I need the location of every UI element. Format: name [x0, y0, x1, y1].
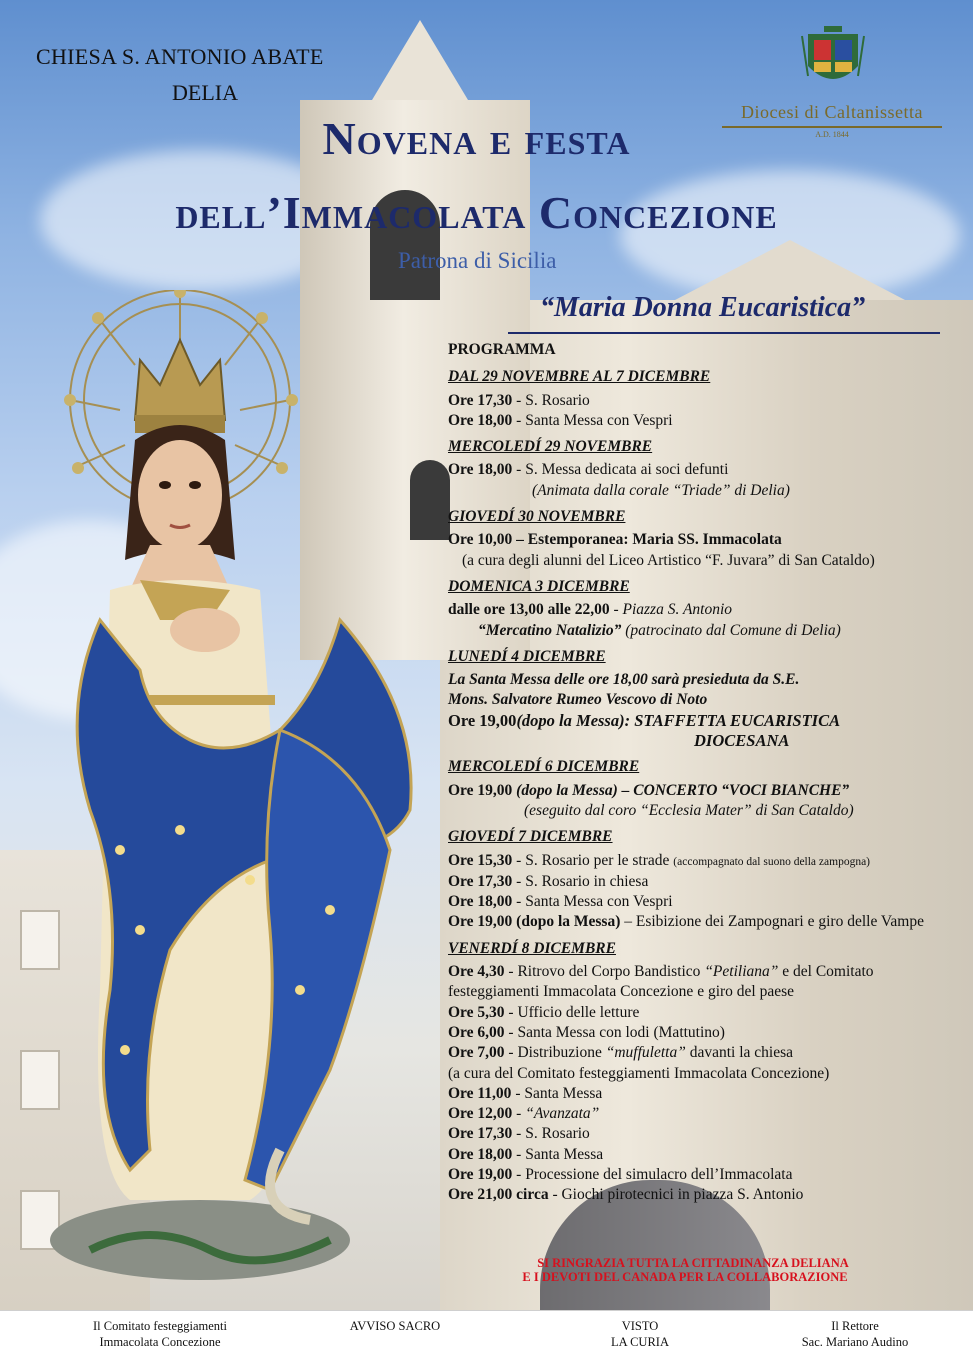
diocese-name: Diocesi di Caltanissetta [741, 102, 923, 122]
curia-approval [590, 1318, 690, 1350]
program-entry: Ore 19,00(dopo la Messa): STAFFETTA EUCARISTICA [448, 710, 841, 730]
program-entry: DIOCESANA [694, 731, 790, 751]
program-entry: Ore 11,00 - Santa Messa [448, 1084, 603, 1102]
section-date: LUNEDÍ 4 DICEMBRE [448, 647, 606, 665]
church-name: CHIESA S. ANTONIO ABATE [36, 44, 324, 69]
program-note: (Animata dalla corale “Triade” di Delia) [532, 481, 790, 499]
thanks-line-2: E I DEVOTI DEL CANADA PER LA COLLABORAZIONE [522, 1270, 848, 1284]
visto-label: VISTO [621, 1319, 659, 1333]
diocese-crest-icon [800, 26, 866, 98]
section-date: DAL 29 NOVEMBRE AL 7 DICEMBRE [448, 368, 711, 386]
thanks-message [448, 1256, 938, 1284]
program-entry: Ore 15,30 - S. Rosario per le strade (accompagnato dal suono della zampogna) [448, 851, 870, 869]
program-section [448, 647, 948, 751]
program-entry: Ore 19,00 (dopo la Messa) – CONCERTO “VOCI BIANCHE” [448, 781, 850, 799]
program-note: (a cura degli alunni del Liceo Artistico “F. Juvara” di San Cataldo) [462, 551, 875, 569]
title-line-1: Novena e festa [322, 113, 631, 164]
program-note: (eseguito dal coro “Ecclesia Mater” di San Cataldo) [524, 801, 854, 819]
rector-name: Sac. Mariano Audino [801, 1335, 909, 1349]
program-entry: Ore 6,00 - Santa Messa con lodi (Mattutino) [448, 1023, 725, 1041]
subtitle: Patrona di Sicilia [398, 248, 557, 273]
section-date: GIOVEDÍ 7 DICEMBRE [448, 828, 613, 846]
program-list [448, 340, 948, 1212]
program-entry: Ore 19,00 (dopo la Messa) – Esibizione dei Zampognari e giro delle Vampe [448, 913, 924, 931]
footer [0, 1310, 973, 1365]
program-entry: Ore 21,00 circa - Giochi pirotecnici in piazza S. Antonio [448, 1186, 804, 1204]
program-entry: Ore 18,00 - Santa Messa con Vespri [448, 893, 673, 911]
program-entry: Ore 17,30 - S. Rosario [448, 1125, 590, 1143]
diocese-year: A.D. 1844 [815, 130, 849, 139]
program-section [448, 577, 948, 641]
program-entry: Ore 18,00 - Santa Messa con Vespri [448, 411, 673, 429]
program-entry: Ore 4,30 - Ritrovo del Corpo Bandistico “Petiliana” e del Comitato festeggiamenti Immacolata Concezione e giro del paese [448, 963, 874, 1001]
program-entry: “Mercatino Natalizio” (patrocinato dal Comune di Delia) [478, 621, 841, 639]
notice-label: AVVISO SACRO [349, 1319, 441, 1333]
program-section [448, 827, 948, 932]
section-date: DOMENICA 3 DICEMBRE [448, 577, 630, 595]
program-entry: La Santa Messa delle ore 18,00 sarà presieduta da S.E. [448, 671, 800, 689]
section-date: VENERDÍ 8 DICEMBRE [448, 939, 616, 957]
program-section [448, 507, 948, 571]
committee-line-1: Il Comitato festeggiamenti [93, 1319, 227, 1333]
sacred-notice [330, 1318, 460, 1334]
section-date: MERCOLEDÍ 29 NOVEMBRE [448, 438, 653, 456]
committee-line-2: Immacolata Concezione [99, 1335, 221, 1349]
program-entry: Ore 7,00 - Distribuzione “muffuletta” davanti la chiesa [448, 1044, 793, 1062]
committee-signature [70, 1318, 250, 1350]
program-entry: Ore 18,00 - Santa Messa [448, 1145, 604, 1163]
program-section [448, 367, 948, 431]
face [138, 440, 222, 550]
town-name: DELIA [172, 80, 238, 105]
thanks-line-1: SI RINGRAZIA TUTTA LA CITTADINANZA DELIANA [537, 1256, 849, 1270]
program-entry: Ore 19,00 - Processione del simulacro dell’Immacolata [448, 1165, 793, 1183]
section-date: MERCOLEDÍ 6 DICEMBRE [448, 758, 640, 776]
title-line-2: dell’Immacolata Concezione [175, 187, 778, 238]
program-entry: Mons. Salvatore Rumeo Vescovo di Noto [448, 691, 708, 709]
program-entry: Ore 12,00 - “Avanzata” [448, 1105, 600, 1123]
motto-underline [508, 332, 940, 334]
immacolata-statue-image [30, 290, 470, 1290]
section-date: GIOVEDÍ 30 NOVEMBRE [448, 508, 626, 526]
statue-base [50, 1200, 350, 1280]
program-section [448, 757, 948, 821]
program-section [448, 939, 948, 1206]
program-entry: Ore 5,30 - Ufficio delle letture [448, 1003, 640, 1021]
program-entry: Ore 10,00 – Estemporanea: Maria SS. Immacolata [448, 531, 782, 549]
rector-signature [770, 1318, 940, 1350]
program-section [448, 437, 948, 501]
program-entry: Ore 17,30 - S. Rosario [448, 391, 590, 409]
program-entry: dalle ore 13,00 alle 22,00 - Piazza S. Antonio [448, 601, 733, 619]
program-heading: PROGRAMMA [448, 341, 556, 358]
curia-label: LA CURIA [611, 1335, 669, 1349]
program-note: (a cura del Comitato festeggiamenti Immacolata Concezione) [448, 1064, 830, 1082]
program-entry: Ore 18,00 - S. Messa dedicata ai soci defunti [448, 461, 729, 479]
crown [135, 340, 225, 420]
program-entry: Ore 17,30 - S. Rosario in chiesa [448, 872, 649, 890]
motto: “Maria Donna Eucaristica” [540, 292, 866, 323]
rector-title: Il Rettore [831, 1319, 879, 1333]
